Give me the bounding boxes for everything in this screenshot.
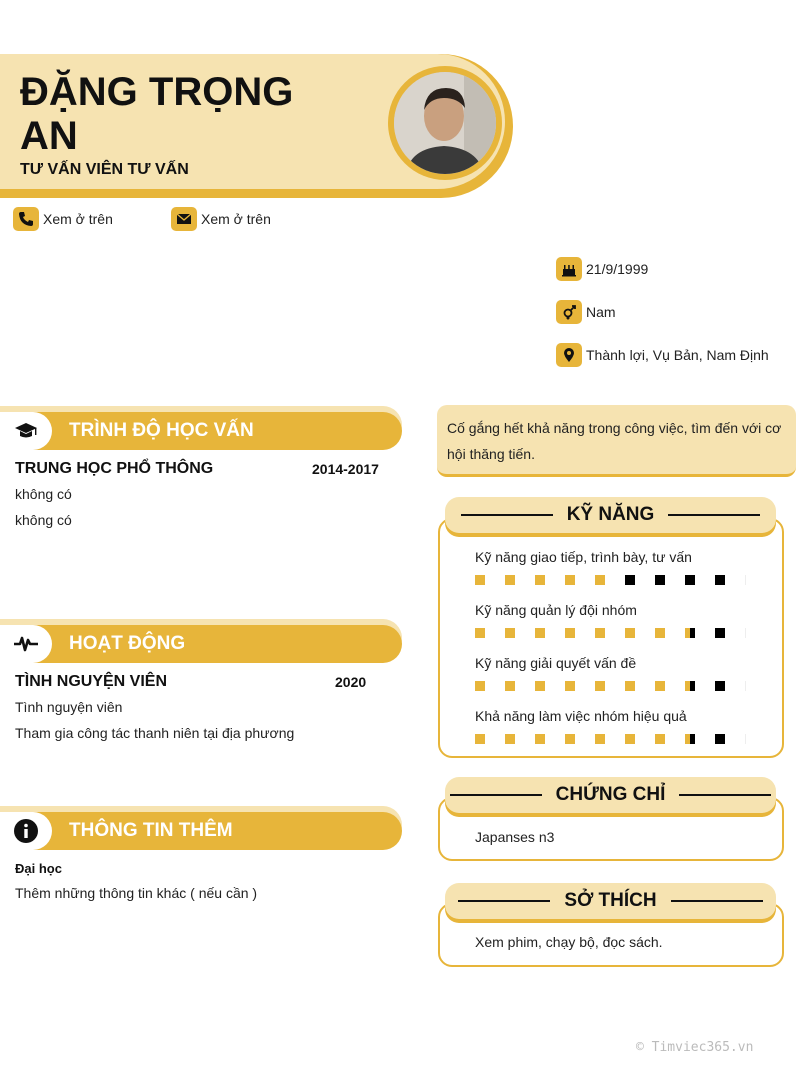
skill-dot — [505, 575, 515, 585]
extra-section-header — [0, 806, 402, 850]
candidate-name: ĐẶNG TRỌNG AN — [20, 70, 294, 158]
education-title: TRÌNH ĐỘ HỌC VẤN — [69, 420, 254, 441]
skill-dot — [565, 681, 575, 691]
skill-dot-end — [745, 628, 747, 638]
skill-dot — [535, 628, 545, 638]
skill-dot — [475, 681, 485, 691]
certificate-item: Japanses n3 — [475, 829, 555, 845]
skill-rating — [475, 734, 767, 744]
watermark: © Timviec365.vn — [636, 1040, 754, 1055]
extra-subtitle: Đại học — [15, 861, 62, 876]
skill-dot — [625, 681, 635, 691]
skill-dot-end — [745, 734, 747, 744]
skill-dot — [655, 681, 665, 691]
activities-title: HOẠT ĐỘNG — [69, 633, 186, 654]
extra-title: THÔNG TIN THÊM — [69, 820, 233, 841]
career-objective: Cố gắng hết khả năng trong công việc, tìm đến với cơ hội thăng tiến. — [437, 405, 796, 477]
skill-name: Kỹ năng giải quyết vấn đề — [475, 655, 637, 671]
school-name: TRUNG HỌC PHỔ THÔNG — [15, 460, 214, 477]
skill-dot — [535, 734, 545, 744]
activity-line-1: Tình nguyện viên — [15, 699, 123, 715]
address-value: Thành lợi, Vụ Bản, Nam Định — [586, 347, 769, 363]
pulse-icon — [0, 625, 52, 663]
skill-dot — [655, 575, 665, 585]
gender-icon — [556, 300, 582, 324]
cake-icon — [556, 257, 582, 281]
education-section-header — [0, 406, 402, 450]
skill-dot — [535, 575, 545, 585]
phone-contact — [13, 207, 113, 231]
birthday-contact — [556, 257, 648, 281]
skill-dot — [715, 734, 725, 744]
skill-dot — [505, 681, 515, 691]
graduation-cap-icon — [0, 412, 52, 450]
skill-rating — [475, 681, 767, 691]
skill-dot — [715, 681, 725, 691]
phone-icon — [13, 207, 39, 231]
activity-line-2: Tham gia công tác thanh niên tại địa phương — [15, 725, 295, 741]
skills-title: KỸ NĂNG — [566, 504, 655, 525]
education-line-1: không có — [15, 486, 72, 502]
skill-dot — [655, 734, 665, 744]
envelope-icon — [171, 207, 197, 231]
skills-header — [445, 497, 776, 535]
skill-dot — [475, 734, 485, 744]
skill-dot-end — [745, 575, 747, 585]
skill-dot — [715, 575, 725, 585]
skill-dot — [595, 575, 605, 585]
skill-dot — [655, 628, 665, 638]
skill-dot — [685, 681, 695, 691]
skill-dot — [715, 628, 725, 638]
info-icon — [0, 812, 52, 850]
skill-dot — [625, 628, 635, 638]
education-line-2: không có — [15, 512, 72, 528]
certificates-title: CHỨNG CHỈ — [555, 784, 666, 805]
birthday-value: 21/9/1999 — [586, 261, 649, 277]
skill-dot — [565, 628, 575, 638]
gender-contact — [556, 300, 616, 324]
avatar — [388, 66, 502, 180]
activity-year: 2020 — [335, 674, 367, 690]
gender-value: Nam — [586, 304, 616, 320]
skill-dot — [625, 734, 635, 744]
skill-dot — [505, 628, 515, 638]
skill-dot — [535, 681, 545, 691]
skill-name: Kỹ năng giao tiếp, trình bày, tư vấn — [475, 549, 692, 565]
skill-dot — [565, 575, 575, 585]
skill-name: Khả năng làm việc nhóm hiệu quả — [475, 708, 687, 724]
skill-dot — [595, 681, 605, 691]
address-contact — [556, 343, 769, 367]
skill-dot — [685, 734, 695, 744]
avatar-photo — [394, 72, 496, 174]
hobbies-text: Xem phim, chạy bộ, đọc sách. — [475, 934, 663, 950]
hobbies-header — [445, 883, 776, 921]
skill-dot — [685, 628, 695, 638]
activities-section-header — [0, 619, 402, 663]
skill-rating — [475, 628, 767, 638]
skill-dot — [475, 628, 485, 638]
skill-dot — [505, 734, 515, 744]
skill-dot — [595, 628, 605, 638]
email-value: Xem ở trên — [201, 211, 271, 227]
skill-dot — [685, 575, 695, 585]
skill-dot — [625, 575, 635, 585]
education-years: 2014-2017 — [312, 461, 379, 477]
extra-text: Thêm những thông tin khác ( nếu cần ) — [15, 885, 258, 901]
skill-rating — [475, 575, 767, 585]
activity-role: TÌNH NGUYỆN VIÊN — [15, 673, 168, 690]
skill-dot — [565, 734, 575, 744]
skill-dot — [595, 734, 605, 744]
skill-name: Kỹ năng quản lý đội nhóm — [475, 602, 637, 618]
job-title: TƯ VẤN VIÊN TƯ VẤN — [20, 161, 189, 178]
skill-dot — [475, 575, 485, 585]
phone-value: Xem ở trên — [43, 211, 113, 227]
skill-dot-end — [745, 681, 747, 691]
certificates-header — [445, 777, 776, 815]
hobbies-title: SỞ THÍCH — [564, 890, 657, 911]
email-contact — [171, 207, 271, 231]
location-pin-icon — [556, 343, 582, 367]
